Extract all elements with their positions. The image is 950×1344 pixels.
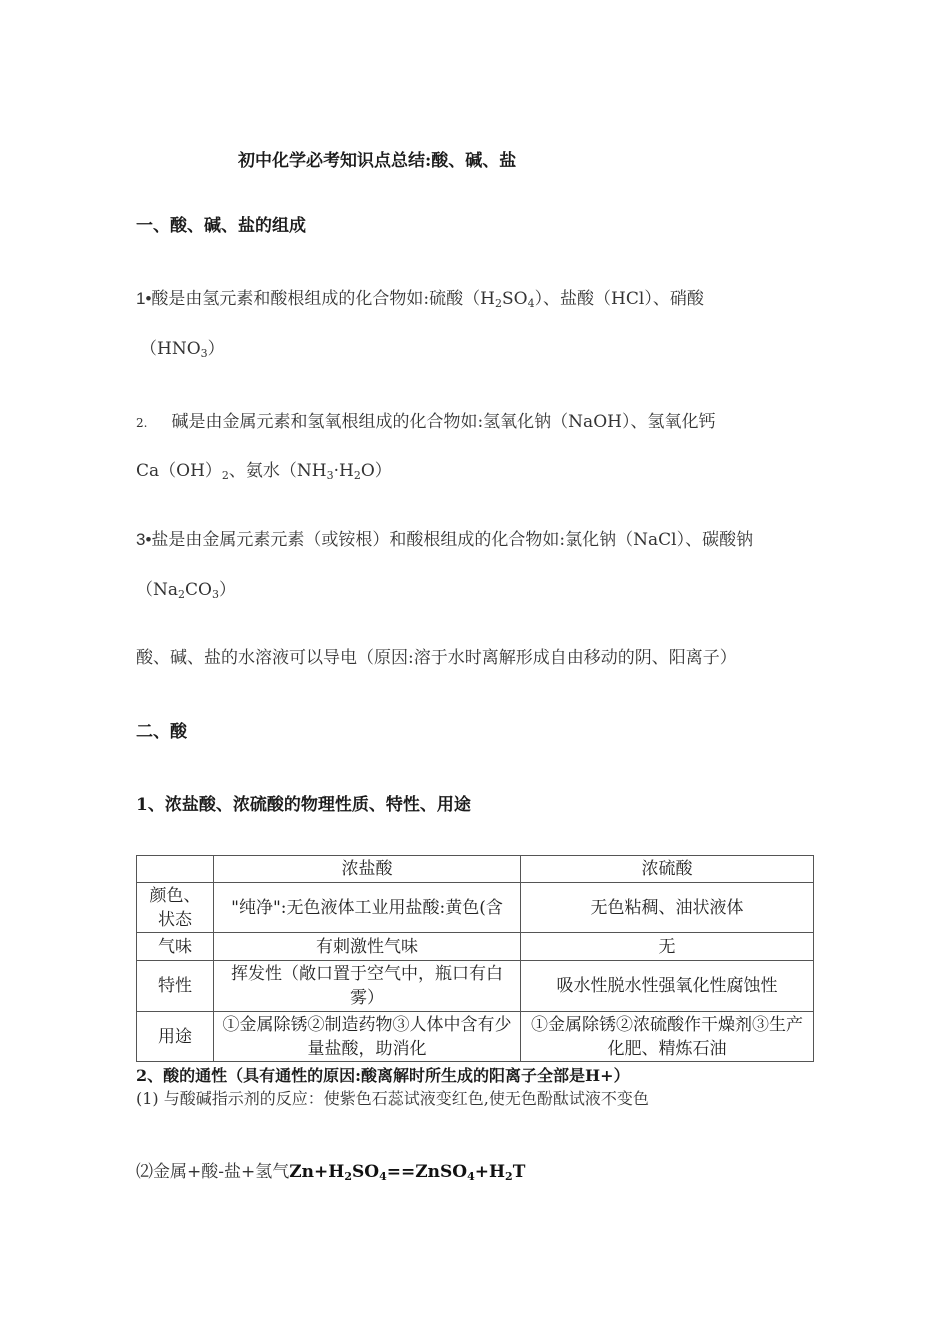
h2so4-cell: 吸水性脱水性强氧化性腐蚀性 (521, 961, 814, 1012)
subscript: 3 (200, 347, 208, 360)
subscript: 2 (505, 1170, 513, 1183)
subscript: 2 (221, 469, 229, 482)
subscript: 3 (326, 469, 334, 482)
row-label: 颜色、状态 (137, 883, 214, 933)
eq-part: +H (474, 1162, 506, 1182)
conductivity-note: 酸、碱、盐的水溶液可以导电（原因:溶于水时离解形成自由移动的阴、阳离子） (136, 648, 737, 668)
table-row (137, 933, 814, 961)
h2so4-cell: ①金属除锈②浓硫酸作干燥剂③生产化肥、精炼石油 (521, 1012, 814, 1062)
subscript: 2 (353, 469, 361, 482)
h2so4-cell: 无色粘稠、油状液体 (521, 883, 814, 933)
subscript: 2 (178, 588, 186, 601)
subscript: 4 (527, 297, 535, 310)
na2co3-text: （Na (136, 580, 179, 600)
metal-acid-reaction (136, 1157, 525, 1183)
h2so4-cell: 无 (521, 933, 814, 961)
salt-definition-line2 (136, 575, 236, 601)
hcl-cell: ①金属除锈②制造药物③人体中含有少量盐酸，助消化 (214, 1012, 521, 1062)
na2co3-close: ） (218, 580, 236, 600)
section1-heading: 一、酸、碱、盐的组成 (136, 216, 306, 236)
base-definition (136, 407, 715, 432)
ammonia-text-c: O） (360, 461, 392, 481)
table-row (137, 883, 814, 933)
acid-text-a: 酸是由氢元素和酸根组成的化合物如:硫酸（H (151, 289, 495, 309)
hcl-cell: "纯净":无色液体工业用盐酸:黄色(含 (214, 883, 521, 933)
eq-part: T (512, 1162, 526, 1182)
ammonia-text: 、氨水（NH (228, 461, 327, 481)
table-header-cell: 浓盐酸 (214, 856, 521, 883)
hno3-text: （HNO (140, 339, 201, 359)
subsection2-heading: 2、酸的通性（具有通性的原因:酸离解时所生成的阳离子全部是H+） (136, 1066, 630, 1085)
subscript: 4 (379, 1170, 387, 1183)
table-row (137, 961, 814, 1012)
salt-text: 盐是由金属元素元素（或铵根）和酸根组成的化合物如:氯化钠（NaCl）、碳酸钠 (151, 530, 754, 550)
base-text: 碱是由金属元素和氢氧根组成的化合物如:氢氧化钠（NaOH）、氢氧化钙 (171, 412, 716, 432)
reaction-label: ⑵金属+酸-盐+氢气 (136, 1162, 290, 1182)
document-title: 初中化学必考知识点总结:酸、碱、盐 (238, 151, 517, 171)
eq-part: Zn+H (289, 1162, 345, 1182)
subscript: 3 (211, 588, 219, 601)
item-number: 1• (136, 289, 152, 308)
indicator-reaction: (1) 与酸碱指示剂的反应：使紫色石蕊试液变红色,使无色酚酞试液不变色 (136, 1089, 649, 1108)
row-label: 用途 (137, 1012, 214, 1062)
subscript: 2 (494, 297, 502, 310)
acid-definition-line2 (140, 334, 225, 360)
salt-definition (136, 525, 753, 550)
table-header-row (137, 856, 814, 883)
acid-text-b: SO (501, 289, 528, 309)
reaction-equation (289, 1162, 525, 1182)
base-definition-line2 (136, 456, 392, 482)
row-label: 特性 (137, 961, 214, 1012)
table-row (137, 1012, 814, 1062)
subscript: 4 (467, 1170, 475, 1183)
acid-properties-table (136, 855, 814, 1062)
section2-heading: 二、酸 (136, 722, 187, 742)
subscript: 2 (344, 1170, 352, 1183)
caoh2-text: Ca（OH） (136, 461, 222, 481)
row-label: 气味 (137, 933, 214, 961)
item-number: 2. (136, 416, 148, 430)
item-number: 3• (136, 530, 152, 549)
na2co3-text-b: CO (185, 580, 212, 600)
table-header-cell (137, 856, 214, 883)
ammonia-text-b: ·H (333, 461, 354, 481)
eq-part: SO (351, 1162, 380, 1182)
subsection1-heading: 1、浓盐酸、浓硫酸的物理性质、特性、用途 (136, 795, 471, 815)
hcl-cell: 有刺激性气味 (214, 933, 521, 961)
eq-part: ==ZnSO (386, 1162, 468, 1182)
acid-definition (136, 284, 704, 310)
table-header-cell: 浓硫酸 (521, 856, 814, 883)
acid-text-c: ）、盐酸（HCl）、硝酸 (534, 289, 704, 309)
hcl-cell: 挥发性（敞口置于空气中，瓶口有白雾） (214, 961, 521, 1012)
hno3-close: ） (207, 339, 225, 359)
